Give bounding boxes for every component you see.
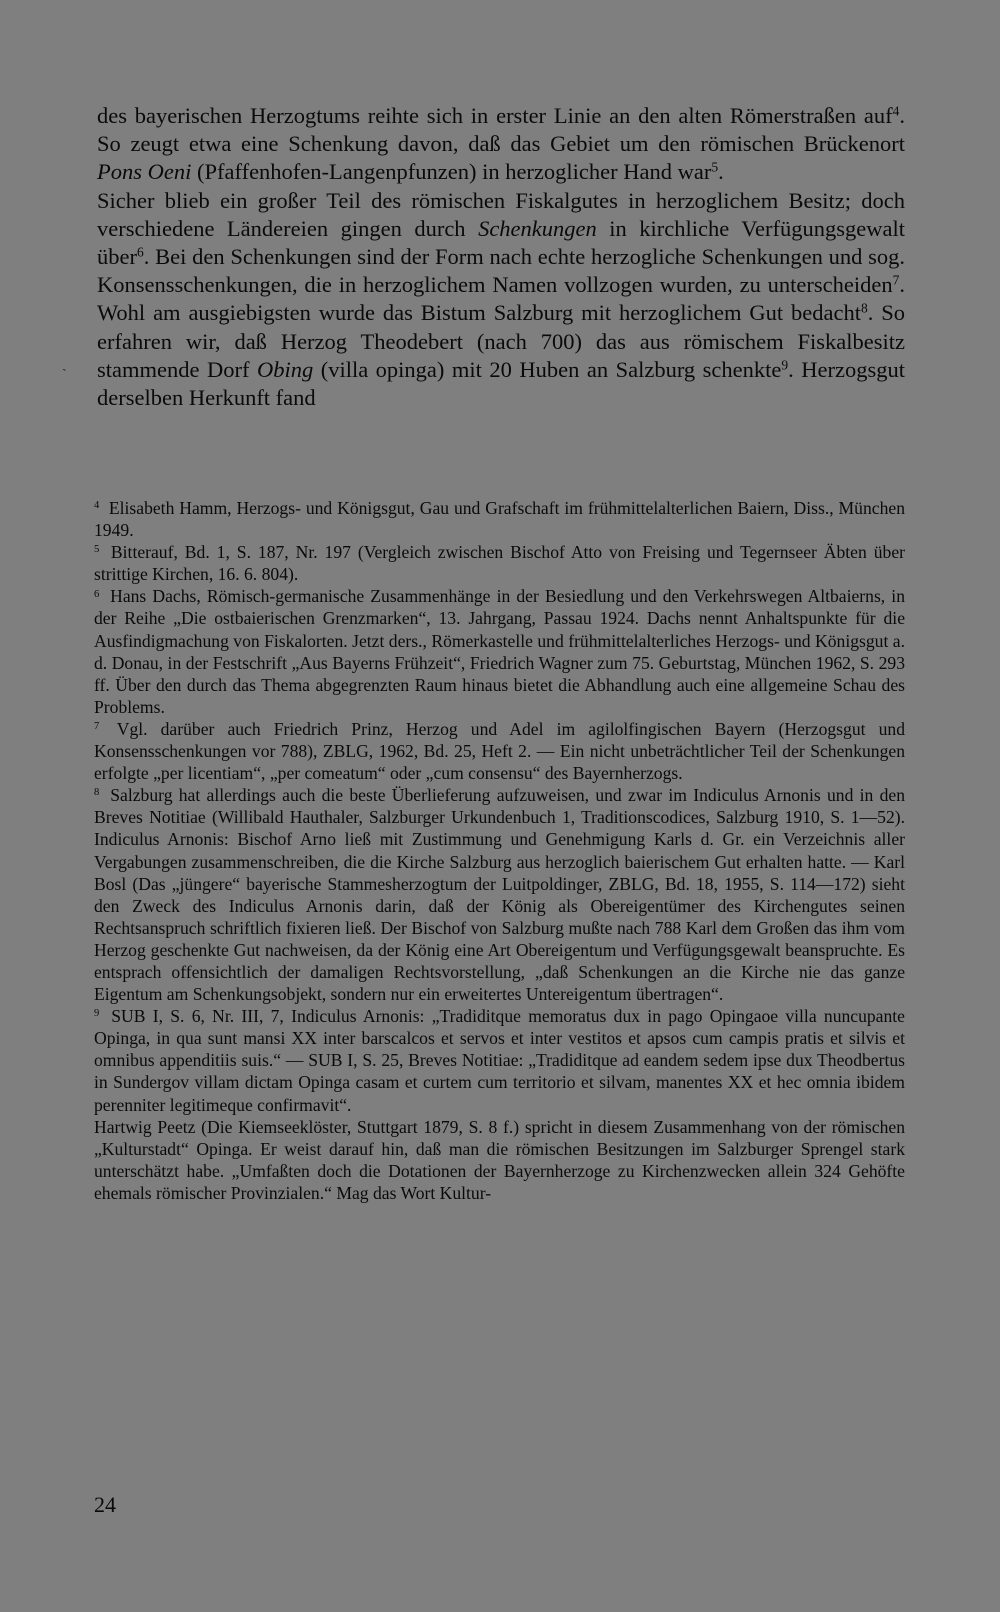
footnote-text: Elisabeth Hamm, Herzogs- und Königsgut, Gau und Grafschaft im frühmittelalterlichen Baiern, Diss., München 1949. <box>94 498 905 541</box>
footnote-ref-6: 6 <box>136 244 144 260</box>
stray-mark: ˎ <box>62 357 67 372</box>
footnote: $^9$ SUB I, S. 6, Nr. III, 7, Indiculus Arnonis: „Tradiditque memoratus dux in pago Opingaoe villa nuncupante Opinga, in qua sunt mansi XX inter barscalcos et servos et inter vestitos et apsos cum campis pratis et silvis et omnibus appenditiis suis.“ — SUB I, S. 25, Breves Notitiae: „Tradiditque ad eandem sedem ipse dux Theodbertus in Sundergov villam dictam Opinga casam et curtem cum territorio et silvam, manentes XX et hec omnia ibidem perenniter legitimeque confirmavit“. <box>94 1006 905 1115</box>
footnote-text: Hans Dachs, Römisch-germanische Zusammenhänge in der Besiedlung und den Verkehrswegen Altbaierns, in der Reihe „Die ostbaierischen Grenzmarken“, 13. Jahrgang, Passau 1924. Dachs nennt Anhaltspunkte für die Ausfindigmachung von Fiskalorten. Jetzt ders., Römerkastelle und frühmittelalterliches Herzogs- und Königsgut a. d. Donau, in der Festschrift „Aus Bayerns Frühzeit“, Friedrich Wagner zum 75. Geburtstag, München 1962, S. 293 ff. Über den durch das Thema abgegrenzten Raum hinaus bietet die Abhandlung auch eine allgemeine Schau des Problems. <box>94 586 905 717</box>
footnote-ref-8: 8 <box>860 301 868 316</box>
footnote: $^8$ Salzburg hat allerdings auch die beste Überlieferung aufzuweisen, und zwar im Indiculus Arnonis und in den Breves Notitiae (Willibald Hauthaler, Salzburger Urkundenbuch 1, Traditionscodices, Salzburg 1910, S. 1—52). Indiculus Arnonis: Bischof Arno ließ mit Zustimmung und Genehmigung Karls d. Gr. ein Verzeichnis aller Vergabungen zusammenschreiben, die die Kirche Salzburg aus herzoglich baierischem Gut erhalten hatte. — Karl Bosl (Das „jüngere“ bayerische Stammesherzogtum der Luitpoldinger, ZBLG, Bd. 18, 1955, S. 114—172) sieht den Zweck des Indiculus Arnonis darin, daß der König als Obereigentümer des Kirchengutes seinen Rechtsanspruch schriftlich fixieren ließ. Der Bischof von Salzburg mußte nach 788 Karl dem Großen das ihm vom Herzog geschenkte Gut nachweisen, da der König eine Art Obereigentum und Verfügungsgewalt beanspruchte. Es entsprach offensichtlich der damaligen Rechtsvorstellung, „daß Schenkungen an die Kirche nie das ganze Eigentum am Schenkungsobjekt, sondern nur ein erweitertes Untereigentum übertragen“. <box>94 785 905 1005</box>
text-run: . Herzogsgut derselben Herkunft fand <box>97 356 905 411</box>
text-run: . Bei den Schenkungen sind der Form nach echte herzogliche Schenkungen und sog. Konsensschenkungen, die in herzoglichem Namen vollzogen wurden, zu unterscheiden <box>97 244 905 298</box>
text-run: . So zeugt etwa eine Schenkung davon, daß das Gebiet um den römischen Brückenort <box>97 103 905 157</box>
footnote-text: Salzburg hat allerdings auch die beste Überlieferung aufzuweisen, und zwar im Indiculus Arnonis und in den Breves Notitiae (Willibald Hauthaler, Salzburger Urkundenbuch 1, Traditionscodices, Salzburg 1910, S. 1—52). Indiculus Arnonis: Bischof Arno ließ mit Zustimmung und Genehmigung Karls d. Gr. ein Verzeichnis aller Vergabungen zusammenschreiben, die die Kirche Salzburg aus herzoglich baierischem Gut erhalten hatte. — Karl Bosl (Das „jüngere“ bayerische Stammesherzogtum der Luitpoldinger, ZBLG, Bd. 18, 1955, S. 114—172) sieht den Zweck des Indiculus Arnonis darin, daß der König als Obereigentümer des Kirchengutes seinen Rechtsanspruch schriftlich fixieren ließ. Der Bischof von Salzburg mußte nach 788 Karl dem Großen das ihm vom Herzog geschenkte Gut nachweisen, da der König eine Art Obereigentum und Verfügungsgewalt beanspruchte. Es entsprach offensichtlich der damaligen Rechtsvorstellung, „daß Schenkungen an die Kirche nie das ganze Eigentum am Schenkungsobjekt, sondern nur ein erweitertes Untereigentum übertragen“. <box>94 785 905 1005</box>
emphasis-schenkungen: Schenkungen <box>478 215 597 241</box>
text-run: Sicher blieb ein großer Teil des römischen Fiskalgutes in herzoglichem Besitz; doch verschiedene Ländereien gingen durch <box>97 187 905 241</box>
place-name-pons-oeni: Pons Oeni <box>97 159 192 185</box>
text-run: . Wohl am ausgiebigsten wurde das Bistum Salzburg mit herzoglichem Gut bedacht <box>97 272 905 326</box>
text-run: . So erfahren wir, daß Herzog Theodebert (nach 700) das aus römischem Fiskalbesitz stammende Dorf <box>97 300 905 382</box>
footnote-text: SUB I, S. 6, Nr. III, 7, Indiculus Arnonis: „Tradiditque memoratus dux in pago Opingaoe villa nuncupante Opinga, in qua sunt mansi XX inter barscalcos et servos et inter vestitos et apsos cum campis pratis et silvis et omnibus appenditiis suis.“ — SUB I, S. 25, Breves Notitiae: „Tradiditque ad eandem sedem ipse dux Theodbertus in Sundergov villam dictam Opinga casam et curtem cum territorio et silvam, manentes XX et hec omnia ibidem perenniter legitimeque confirmavit“. <box>94 1006 905 1115</box>
footnote: $^6$ Hans Dachs, Römisch-germanische Zusammenhänge in der Besiedlung und den Verkehrswegen Altbaierns, in der Reihe „Die ostbaierischen Grenzmarken“, 13. Jahrgang, Passau 1924. Dachs nennt Anhaltspunkte für die Ausfindigmachung von Fiskalorten. Jetzt ders., Römerkastelle und frühmittelalterliches Herzogs- und Königsgut a. d. Donau, in der Festschrift „Aus Bayerns Frühzeit“, Friedrich Wagner zum 75. Geburtstag, München 1962, S. 293 ff. Über den durch das Thema abgegrenzten Raum hinaus bietet die Abhandlung auch eine allgemeine Schau des Problems. <box>94 586 905 717</box>
place-name-obing: Obing <box>256 356 314 382</box>
footnote-ref-7: 7 <box>892 272 900 288</box>
page-number: 24 <box>94 1492 116 1517</box>
footnote-text: Vgl. darüber auch Friedrich Prinz, Herzog und Adel im agilolfingischen Bayern (Herzogsgut und Konsensschenkungen vor 788), ZBLG, 1962, Bd. 25, Heft 2. — Ein nicht unbeträchtlicher Teil der Schenkungen erfolgte „per licentiam“, „per comeatum“ oder „cum consensu“ des Bayernherzogs. <box>94 718 905 784</box>
text-run: (villa opinga) mit 20 Huben an Salzburg schenkte <box>313 356 782 382</box>
text-run: . <box>718 159 724 185</box>
footnote: $^4$ Elisabeth Hamm, Herzogs- und Königsgut, Gau und Grafschaft im frühmittelalterlichen Baiern, Diss., München 1949. <box>94 498 905 541</box>
text-run: des bayerischen Herzogtums reihte sich in erster Linie an den alten Römerstraßen auf <box>97 103 893 128</box>
main-paragraph-2 <box>97 187 905 413</box>
footnote: $^7$ Vgl. darüber auch Friedrich Prinz, Herzog und Adel im agilolfingischen Bayern (Herzogsgut und Konsensschenkungen vor 788), ZBLG, 1962, Bd. 25, Heft 2. — Ein nicht unbeträchtlicher Teil der Schenkungen erfolgte „per licentiam“, „per comeatum“ oder „cum consensu“ des Bayernherzogs. <box>94 718 905 784</box>
main-paragraph-1 <box>97 102 905 187</box>
footnote-continuation: Hartwig Peetz (Die Kiemseeklöster, Stuttgart 1879, S. 8 f.) spricht in diesem Zusammenhang von der römischen „Kulturstadt“ Opinga. Er weist darauf hin, daß man die römischen Besitzungen im Salzburger Sprengel stark unterschätzt habe. „Umfaßten doch die Dotationen der Bayernherzoge zu Kirchenzwecken allein 324 Gehöfte ehemals römischer Provinzialen.“ Mag das Wort Kultur- <box>94 1116 905 1203</box>
footnote-text: Bitterauf, Bd. 1, S. 187, Nr. 197 (Vergleich zwischen Bischof Atto von Freising und Tegernseer Äbten über strittige Kirchen, 16. 6. 804). <box>94 542 905 585</box>
main-text <box>97 102 905 412</box>
footnote: $^5$ Bitterauf, Bd. 1, S. 187, Nr. 197 (Vergleich zwischen Bischof Atto von Freising und Tegernseer Äbten über strittige Kirchen, 16. 6. 804). <box>94 542 905 585</box>
footnote-ref-9: 9 <box>781 357 789 373</box>
text-run: in kirchliche Verfügungsgewalt über <box>97 215 905 270</box>
footnote-ref-5: 5 <box>711 159 719 175</box>
footnote-ref-4: 4 <box>892 103 900 119</box>
text-run: (Pfaffenhofen-Langenpfunzen) in herzoglicher Hand war <box>191 159 712 185</box>
footnotes <box>94 497 905 1204</box>
